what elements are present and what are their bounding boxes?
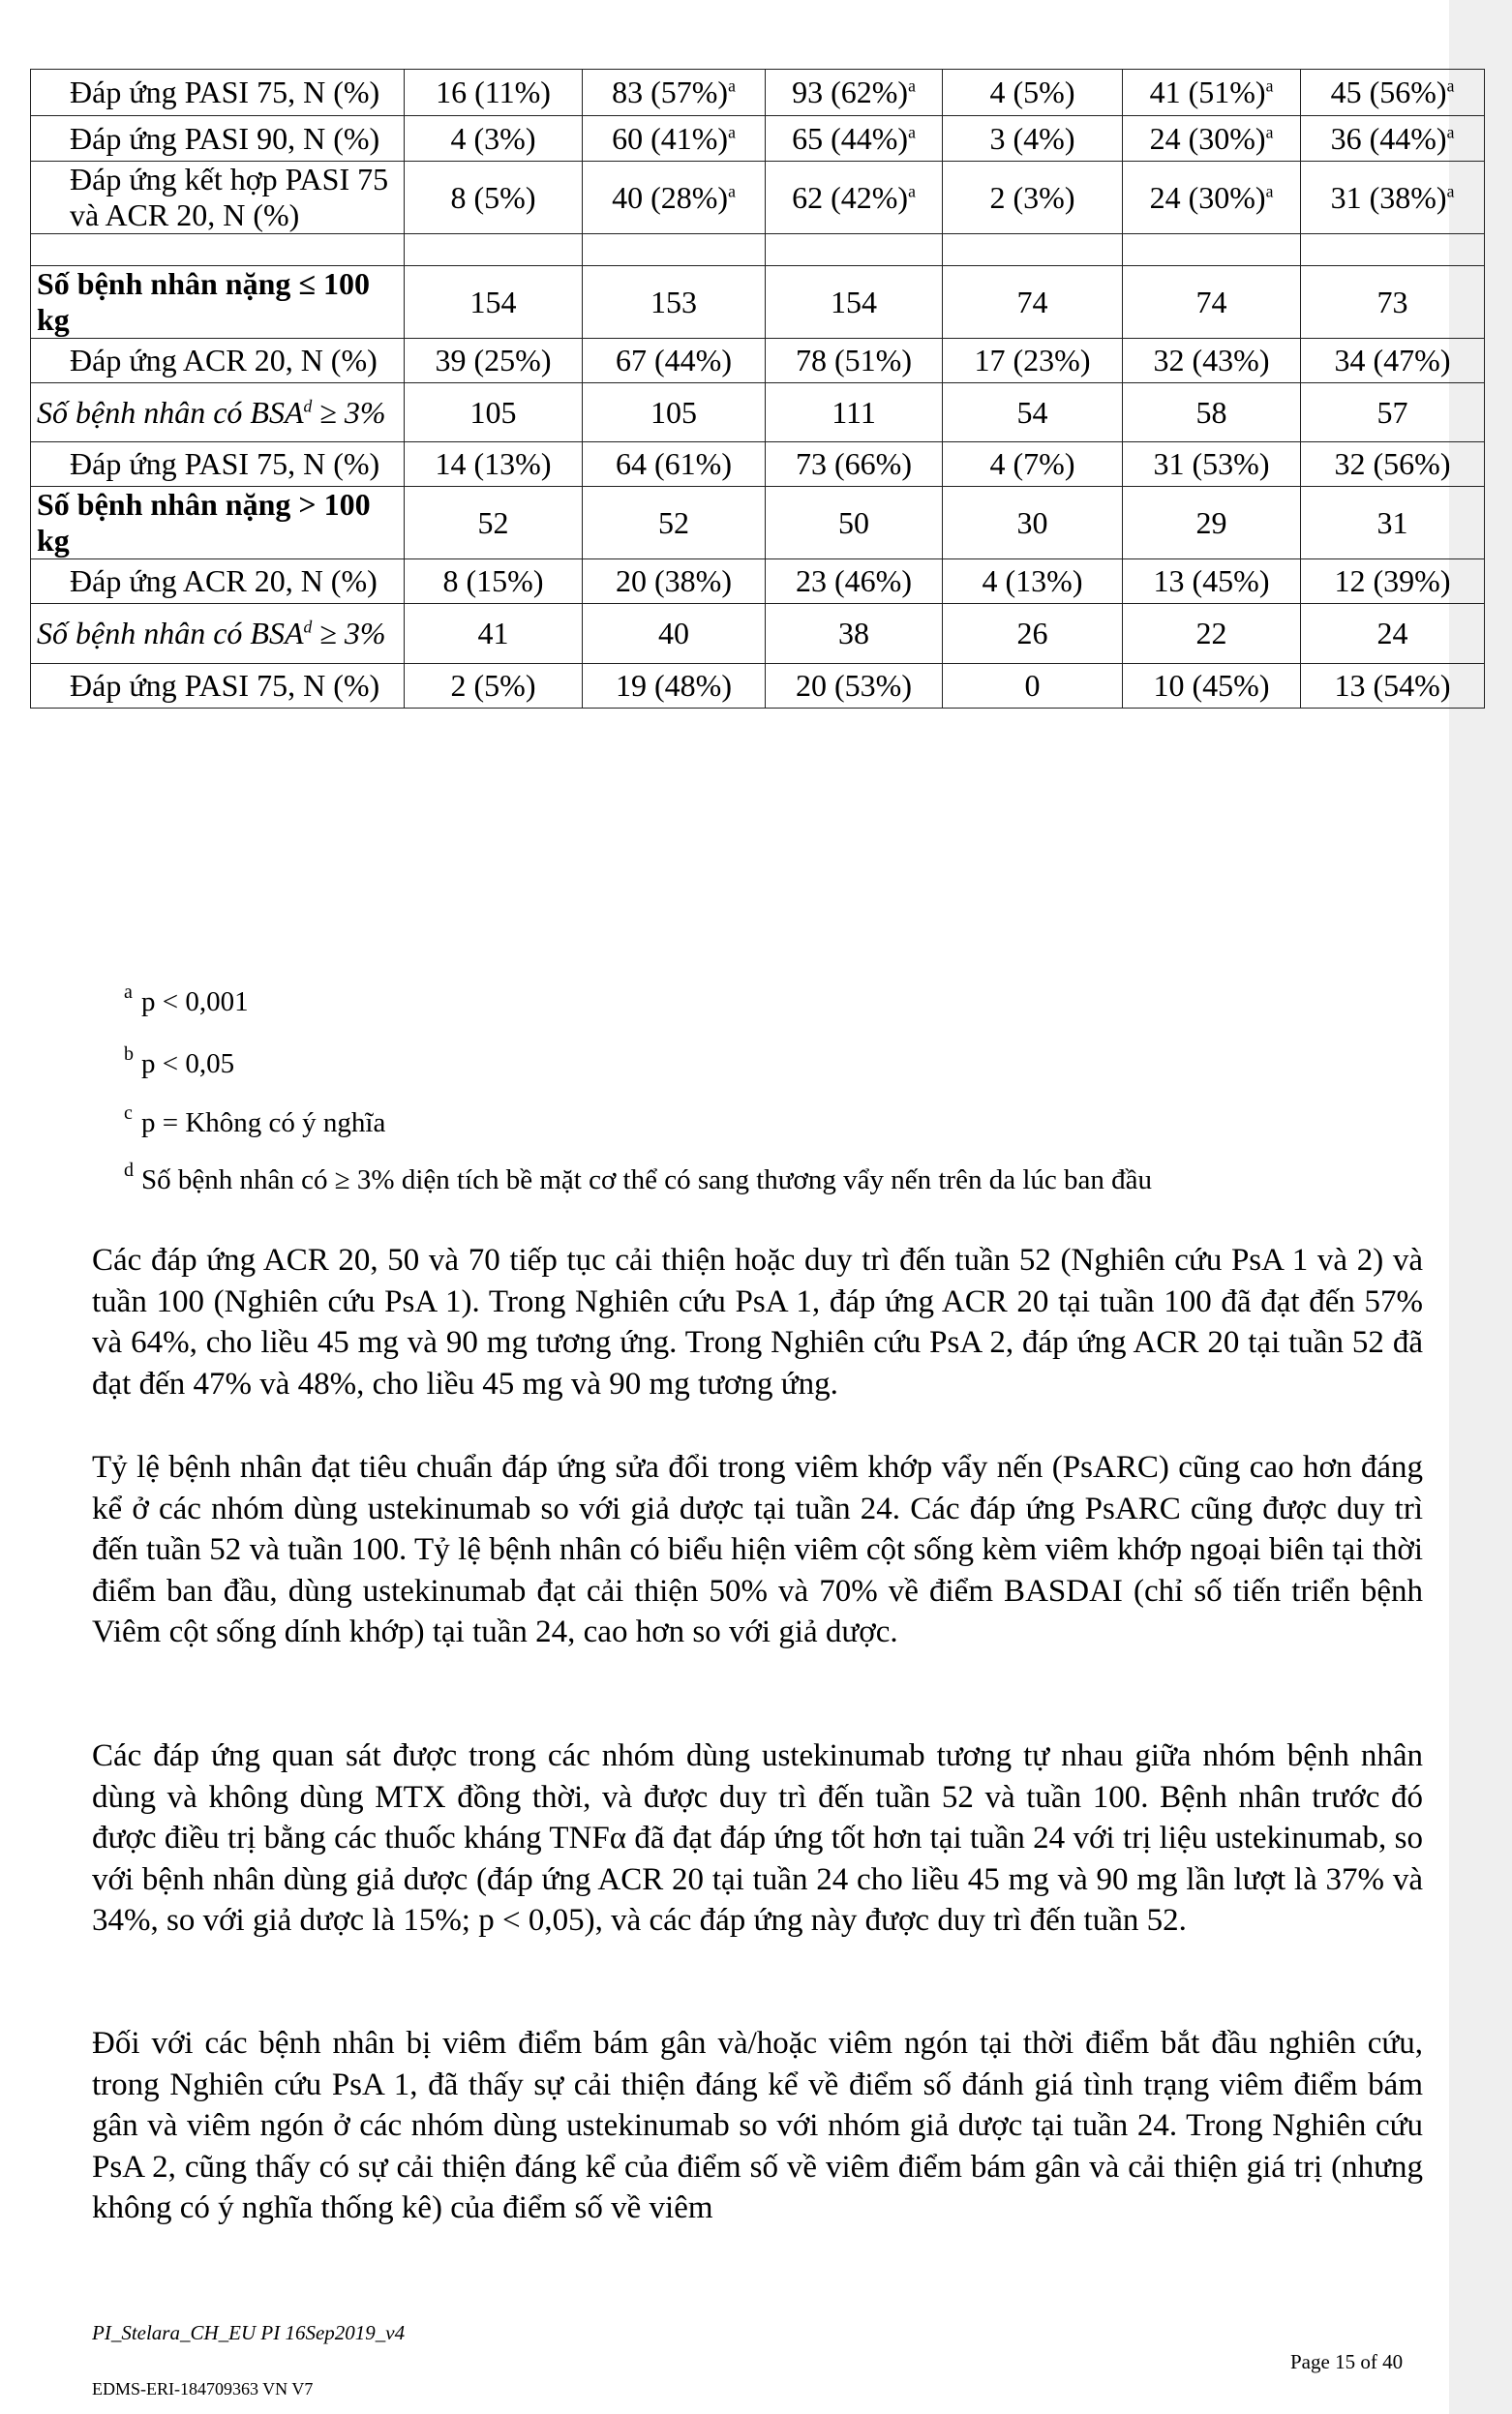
table-cell: 154 <box>766 266 943 339</box>
row-label: Số bệnh nhân nặng ≤ 100 kg <box>31 266 405 339</box>
row-label: Số bệnh nhân có $BSA^d \ge 3\%$ <box>31 383 405 442</box>
table-cell: 29 <box>1123 487 1301 559</box>
table-cell: 14 (13%) <box>405 442 583 487</box>
footnote-mark: a <box>124 981 133 1003</box>
footnote-text: p = Không có ý nghĩa <box>141 1107 386 1138</box>
results-table <box>30 69 1485 709</box>
row-label: Đáp ứng PASI 75, N (%) <box>31 442 405 487</box>
table-cell: 93 $(62\%)^a$ <box>766 70 943 116</box>
table-cell: 32 (56%) <box>1301 442 1485 487</box>
page-number: Page 15 of 40 <box>1290 2350 1404 2373</box>
table-cell: 45 $(56\%)^a$ <box>1301 70 1485 116</box>
table-cell: 62 $(42\%)^a$ <box>766 162 943 234</box>
row-label: Đáp ứng ACR 20, N (%) <box>31 339 405 383</box>
table-cell: 0 <box>943 664 1123 709</box>
table-cell: 20 (38%) <box>583 559 766 604</box>
row-label: Đáp ứng PASI 90, N (%) <box>31 116 405 162</box>
table-cell: 31 (53%) <box>1123 442 1301 487</box>
table-cell: 74 <box>943 266 1123 339</box>
table-cell: 73 <box>1301 266 1485 339</box>
paragraph: Tỷ lệ bệnh nhân đạt tiêu chuẩn đáp ứng sửa đổi trong viêm khớp vẩy nến (PsARC) cũng cao hơn đáng kể ở các nhóm dùng ustekinumab so với giả dược tại tuần 24. Các đáp ứng PsARC cũng được duy trì đến tuần 52 và tuần 100. Tỷ lệ bệnh nhân có biểu hiện viêm cột sống kèm viêm khớp ngoại biên tại thời điểm ban đầu, dùng ustekinumab đạt cải thiện 50% và 70% về điểm BASDAI (chỉ số tiến triển bệnh Viêm cột sống dính khớp) tại tuần 24, cao hơn so với giả dược. <box>92 1450 1423 1649</box>
table-row <box>31 116 1485 162</box>
table-cell: 64 (61%) <box>583 442 766 487</box>
table-cell <box>943 234 1123 266</box>
table-cell: 83 $(57\%)^a$ <box>583 70 766 116</box>
table-cell: 40 $(28\%)^a$ <box>583 162 766 234</box>
row-label: Đáp ứng kết hợp PASI 75 và ACR 20, N (%) <box>31 162 405 234</box>
table-cell: 60 $(41\%)^a$ <box>583 116 766 162</box>
table-cell: 74 <box>1123 266 1301 339</box>
table-cell: 8 (15%) <box>405 559 583 604</box>
table-row <box>31 442 1485 487</box>
table-cell <box>1301 234 1485 266</box>
table-cell: 2 (3%) <box>943 162 1123 234</box>
table-row <box>31 664 1485 709</box>
table-cell: 57 <box>1301 383 1485 442</box>
table-row <box>31 487 1485 559</box>
table-row <box>31 604 1485 664</box>
row-label: Đáp ứng ACR 20, N (%) <box>31 559 405 604</box>
table-cell: 67 (44%) <box>583 339 766 383</box>
table-row <box>31 339 1485 383</box>
table-cell: 24 <box>1301 604 1485 664</box>
paragraph: Các đáp ứng quan sát được trong các nhóm dùng ustekinumab tương tự nhau giữa nhóm bệnh nhân dùng và không dùng MTX đồng thời, và được duy trì đến tuần 52 và tuần 100. Bệnh nhân trước đó được điều trị bằng các thuốc kháng TNFα đã đạt đáp ứng tốt hơn tại tuần 24 với trị liệu ustekinumab, so với bệnh nhân dùng giả dược (đáp ứng ACR 20 tại tuần 24 cho liều 45 mg và 90 mg lần lượt là 37% và 34%, so với giả dược là 15%; p < 0,05), và các đáp ứng này được duy trì đến tuần 52. <box>92 1738 1423 1938</box>
table-cell: 3 (4%) <box>943 116 1123 162</box>
document-code: EDMS-ERI-184709363 VN V7 <box>92 2379 314 2399</box>
table-cell: 8 (5%) <box>405 162 583 234</box>
table-cell: 13 (45%) <box>1123 559 1301 604</box>
paragraph: Các đáp ứng ACR 20, 50 và 70 tiếp tục cải thiện hoặc duy trì đến tuần 52 (Nghiên cứu PsA 1 và 2) và tuần 100 (Nghiên cứu PsA 1). Trong Nghiên cứu PsA 1, đáp ứng ACR 20 tại tuần 100 đã đạt đến 57% và 64%, cho liều 45 mg và 90 mg tương ứng. Trong Nghiên cứu PsA 2, đáp ứng ACR 20 tại tuần 52 đã đạt đến 47% và 48%, cho liều 45 mg và 90 mg tương ứng. <box>92 1243 1423 1402</box>
table-cell: 32 (43%) <box>1123 339 1301 383</box>
table-cell: 52 <box>405 487 583 559</box>
table-row <box>31 234 1485 266</box>
table-cell: 13 (54%) <box>1301 664 1485 709</box>
table-row <box>31 383 1485 442</box>
table-cell: 34 (47%) <box>1301 339 1485 383</box>
table-cell: 4 (7%) <box>943 442 1123 487</box>
row-label: Đáp ứng PASI 75, N (%) <box>31 664 405 709</box>
table-cell: 31 <box>1301 487 1485 559</box>
table-row <box>31 70 1485 116</box>
table-cell: 12 (39%) <box>1301 559 1485 604</box>
row-label: Đáp ứng PASI 75, N (%) <box>31 70 405 116</box>
table-cell: 4 (3%) <box>405 116 583 162</box>
table-row <box>31 266 1485 339</box>
table-cell: 78 (51%) <box>766 339 943 383</box>
table-cell: 16 (11%) <box>405 70 583 116</box>
table-cell: 38 <box>766 604 943 664</box>
footnote-mark: d <box>124 1160 134 1181</box>
table-cell: 41 <box>405 604 583 664</box>
table-cell: 154 <box>405 266 583 339</box>
table-cell: 36 $(44\%)^a$ <box>1301 116 1485 162</box>
table-cell: 73 (66%) <box>766 442 943 487</box>
document-name: PI_Stelara_CH_EU PI 16Sep2019_v4 <box>92 2321 406 2344</box>
table-cell: 24 $(30\%)^a$ <box>1123 162 1301 234</box>
table-cell: 2 (5%) <box>405 664 583 709</box>
row-label <box>31 234 405 266</box>
table-cell: 50 <box>766 487 943 559</box>
table-cell <box>766 234 943 266</box>
table-cell: 153 <box>583 266 766 339</box>
footnote-text: Số bệnh nhân có ≥ 3% diện tích bề mặt cơ thể có sang thương vẩy nến trên da lúc ban đầu <box>141 1164 1152 1195</box>
table-cell: 4 (5%) <box>943 70 1123 116</box>
row-label: Số bệnh nhân có $BSA^d \ge 3\%$ <box>31 604 405 664</box>
paragraph: Đối với các bệnh nhân bị viêm điểm bám gân và/hoặc viêm ngón tại thời điểm bắt đầu nghiên cứu, trong Nghiên cứu PsA 1, đã thấy sự cải thiện đáng kể về điểm số đánh giá tình trạng viêm điểm bám gân và viêm ngón ở các nhóm dùng ustekinumab so với nhóm giả dược tại tuần 24. Trong Nghiên cứu PsA 2, cũng thấy có sự cải thiện đáng kể của điểm số về viêm điểm bám gân và cải thiện giá trị (nhưng không có ý nghĩa thống kê) của điểm số về viêm <box>92 2026 1423 2225</box>
table-cell: 26 <box>943 604 1123 664</box>
table-cell: 20 (53%) <box>766 664 943 709</box>
table-cell: 105 <box>583 383 766 442</box>
row-label: Số bệnh nhân nặng > 100 kg <box>31 487 405 559</box>
footnote-text: p < 0,05 <box>141 1048 235 1079</box>
table-cell: 19 (48%) <box>583 664 766 709</box>
table-cell: 40 <box>583 604 766 664</box>
table-cell: 52 <box>583 487 766 559</box>
table-row <box>31 162 1485 234</box>
table-cell <box>583 234 766 266</box>
table-cell: 31 $(38\%)^a$ <box>1301 162 1485 234</box>
table-cell: 58 <box>1123 383 1301 442</box>
table-cell: 39 (25%) <box>405 339 583 383</box>
table-cell: 105 <box>405 383 583 442</box>
footnote-mark: b <box>124 1043 134 1065</box>
table-cell: 111 <box>766 383 943 442</box>
table-cell <box>1123 234 1301 266</box>
table-cell: 23 (46%) <box>766 559 943 604</box>
table-cell: 17 (23%) <box>943 339 1123 383</box>
table-cell: 30 <box>943 487 1123 559</box>
table-row <box>31 559 1485 604</box>
table-cell: 24 $(30\%)^a$ <box>1123 116 1301 162</box>
table-cell: 10 (45%) <box>1123 664 1301 709</box>
table-cell <box>405 234 583 266</box>
footnote-text: p < 0,001 <box>141 986 249 1017</box>
table-cell: 54 <box>943 383 1123 442</box>
table-cell: 4 (13%) <box>943 559 1123 604</box>
table-cell: 41 $(51\%)^a$ <box>1123 70 1301 116</box>
table-cell: 22 <box>1123 604 1301 664</box>
footnote-mark: c <box>124 1102 133 1124</box>
table-cell: 65 $(44\%)^a$ <box>766 116 943 162</box>
